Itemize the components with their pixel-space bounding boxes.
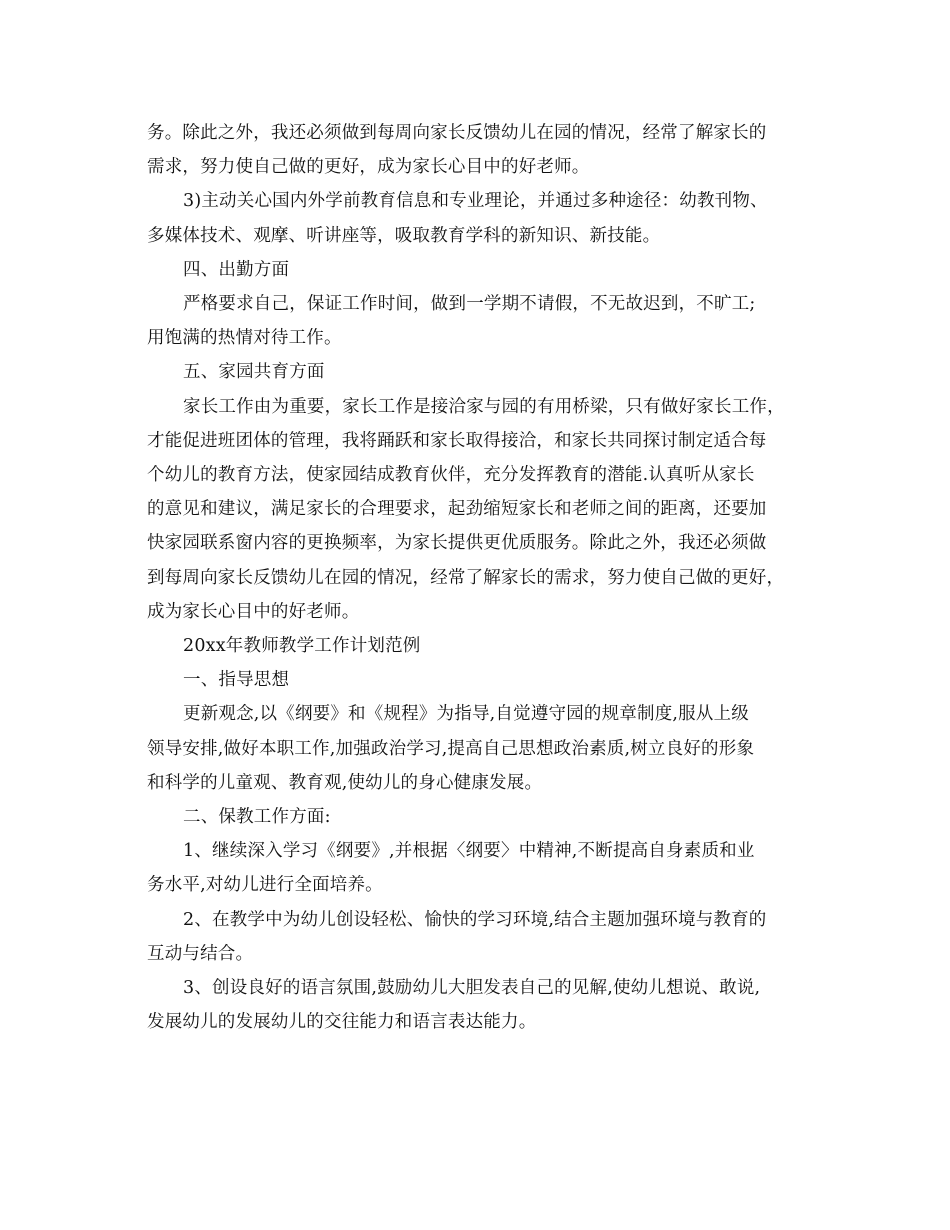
paragraph	[147, 903, 807, 971]
text-line: 互动与结合。	[147, 943, 254, 964]
paragraph	[147, 116, 807, 184]
text-line: 多媒体技术、观摩、听讲座等，吸取教育学科的新知识、新技能。	[147, 225, 661, 246]
text-line: 成为家长心目中的好老师。	[147, 601, 360, 622]
document-body	[147, 116, 807, 1039]
paragraph	[147, 287, 807, 355]
text-line: 的意见和建议，满足家长的合理要求，起劲缩短家长和老师之间的距离，还要加	[147, 499, 767, 520]
text-line: 一、指导思想	[183, 670, 290, 691]
text-line: 五、家园共育方面	[183, 362, 325, 383]
paragraph	[147, 390, 807, 629]
text-line: 2、在教学中为幼儿创设轻松、愉快的学习环境,结合主题加强环境与教育的	[183, 909, 767, 930]
text-line: 务。除此之外，我还必须做到每周向家长反馈幼儿在园的情况，经常了解家长的	[147, 123, 767, 143]
text-line: 严格要求自己，保证工作时间，做到一学期不请假，不无故迟到，不旷工;	[183, 294, 756, 315]
text-line: 领导安排,做好本职工作,加强政治学习,提高自己思想政治素质,树立良好的形象	[147, 738, 755, 759]
text-line: 20xx年教师教学工作计划范例	[183, 636, 421, 657]
text-line: 和科学的儿童观、教育观,使幼儿的身心健康发展。	[147, 772, 543, 793]
paragraph	[147, 253, 807, 287]
paragraph	[147, 697, 807, 800]
paragraph	[147, 971, 807, 1039]
text-line: 3、创设良好的语言氛围,鼓励幼儿大胆发表自己的见解,使幼儿想说、敢说,	[183, 978, 761, 999]
text-line: 需求，努力使自己做的更好，成为家长心目中的好老师。	[147, 157, 590, 178]
text-line: 个幼儿的教育方法，使家园结成教育伙伴，充分发挥教育的潜能.认真听从家长	[147, 465, 755, 486]
paragraph	[147, 834, 807, 902]
paragraph	[147, 629, 807, 663]
paragraph	[147, 800, 807, 834]
text-line: 发展幼儿的发展幼儿的交往能力和语言表达能力。	[147, 1012, 537, 1033]
text-line: 用饱满的热情对待工作。	[147, 328, 342, 349]
text-line: 二、保教工作方面:	[183, 807, 331, 828]
text-line: 到每周向家长反馈幼儿在园的情况，经常了解家长的需求，努力使自己做的更好，	[147, 567, 785, 588]
paragraph	[147, 663, 807, 697]
text-line: 四、出勤方面	[183, 259, 290, 280]
text-line: 家长工作由为重要，家长工作是接洽家与园的有用桥梁，只有做好家长工作，	[183, 396, 785, 417]
paragraph	[147, 355, 807, 389]
text-line: 1、继续深入学习《纲要》,并根据〈纲要〉中精神,不断提高自身素质和业	[183, 841, 755, 862]
text-line: 3)主动关心国内外学前教育信息和专业理论，并通过多种途径：幼教刊物、	[183, 191, 768, 212]
text-line: 更新观念,以《纲要》和《规程》为指导,自觉遵守园的规章制度,服从上级	[183, 704, 749, 725]
text-line: 快家园联系窗内容的更换频率，为家长提供更优质服务。除此之外，我还必须做	[147, 533, 767, 554]
paragraph	[147, 184, 807, 252]
text-line: 务水平,对幼儿进行全面培养。	[147, 875, 383, 896]
text-line: 才能促进班团体的管理，我将踊跃和家长取得接洽，和家长共同探讨制定适合每	[147, 430, 767, 451]
